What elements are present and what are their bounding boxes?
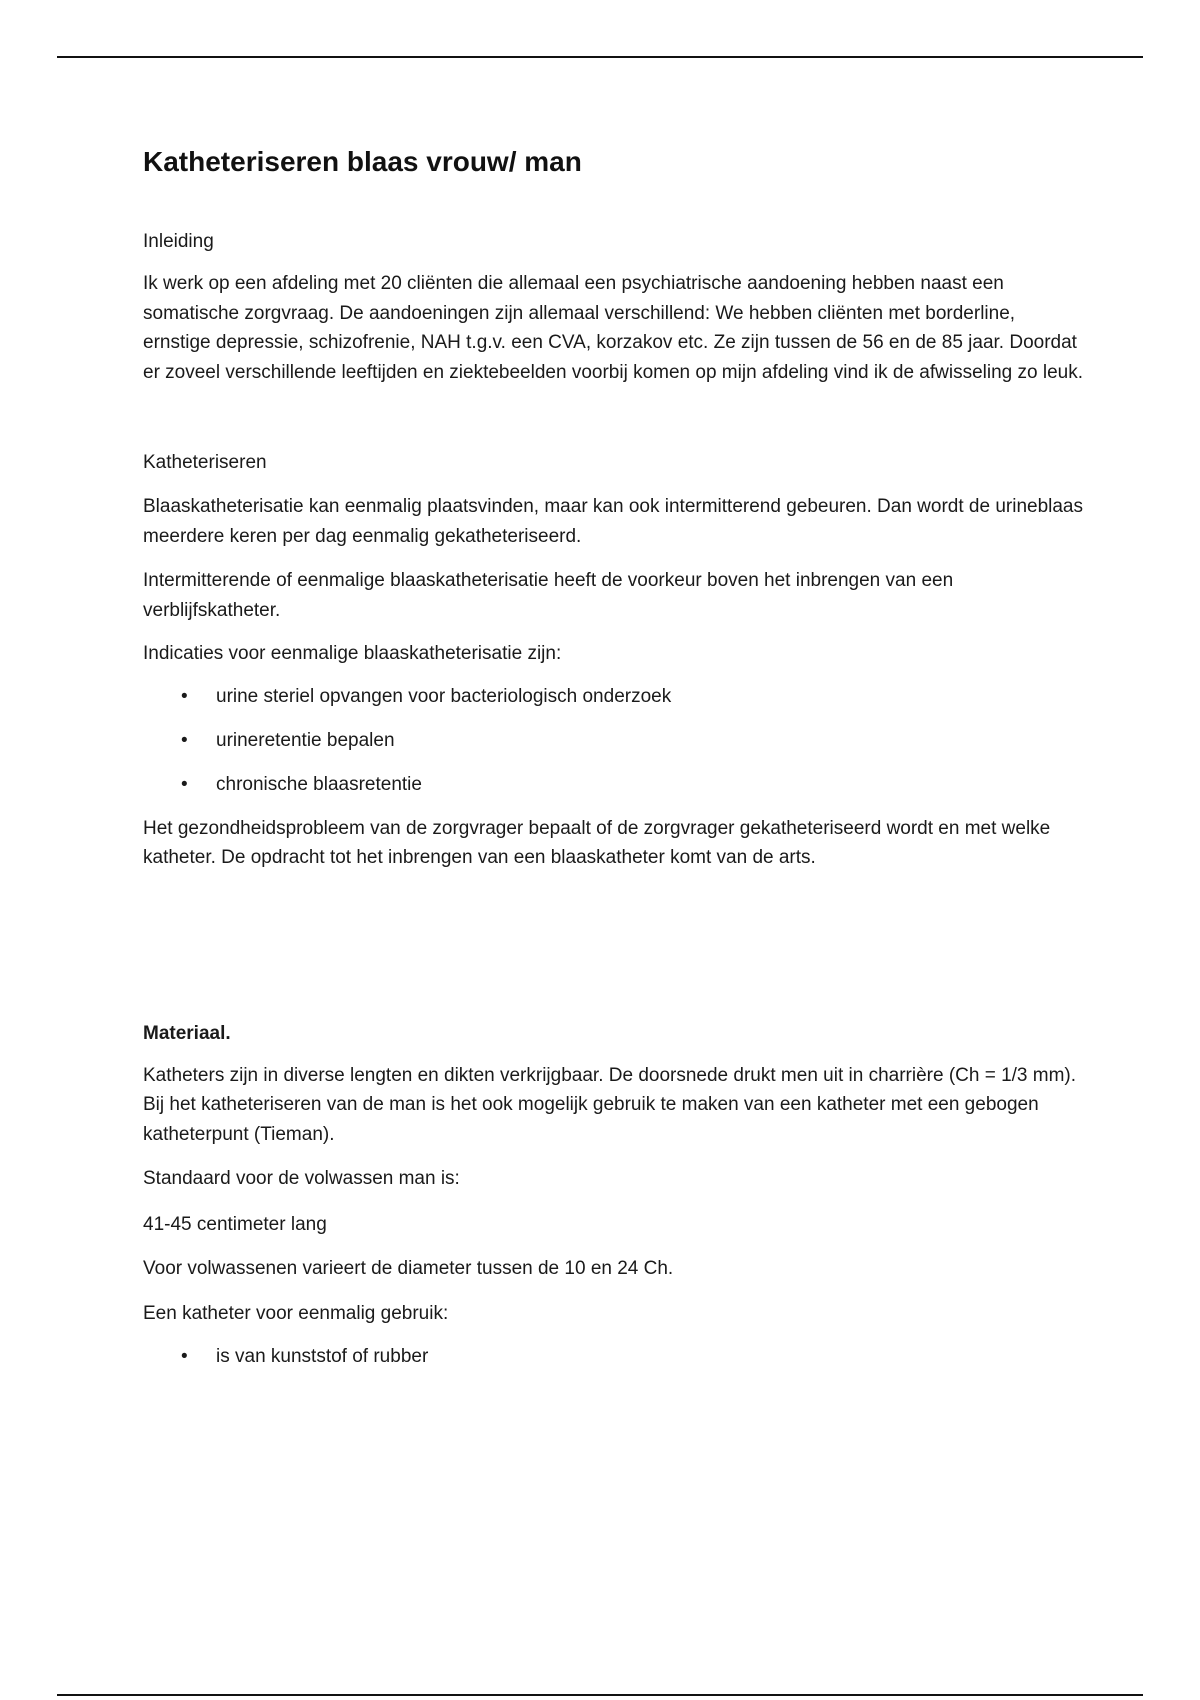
material-list <box>143 1343 1083 1371</box>
document-page <box>143 142 1083 1371</box>
materiaal-paragraph-1: Katheters zijn in diverse lengten en dikten verkrijgbaar. De doorsnede drukt men uit in charrière (Ch = 1/3 mm). Bij het katheteriseren van de man is het ook mogelijk gebruik te maken van een katheter met een gebogen katheterpunt (Tieman). <box>143 1064 1077 1145</box>
materiaal-paragraph-4: Voor volwassenen varieert de diameter tussen de 10 en 24 Ch. <box>143 1258 674 1279</box>
bottom-rule <box>57 1694 1143 1696</box>
katheteriseren-paragraph-1: Blaaskatheterisatie kan eenmalig plaatsvinden, maar kan ook intermitterend gebeuren. Dan wordt de urineblaas meerdere keren per dag eenmalig gekatheteriseerd. <box>143 496 1083 547</box>
materiaal-paragraph-2: Standaard voor de volwassen man is: <box>143 1168 460 1189</box>
materiaal-paragraph-3: 41-45 centimeter lang <box>143 1213 327 1235</box>
bullet-icon: • <box>181 1346 188 1367</box>
section-heading-materiaal: Materiaal. <box>143 1022 231 1044</box>
inleiding-paragraph: Ik werk op een afdeling met 20 cliënten die allemaal een psychiatrische aandoening hebben naast een somatische zorgvraag. De aandoeningen zijn allemaal verschillend: We hebben cliënten met borderline, ernstige depressie, schizofrenie, NAH t.g.v. een CVA, korzakov etc. Ze zijn tussen de 56 en de 85 jaar. Doordat er zoveel verschillende leeftijden en ziektebeelden voorbij komen op mijn afdeling vind ik de afwisseling zo leuk. <box>143 273 1083 383</box>
katheteriseren-paragraph-3: Indicaties voor eenmalige blaaskatheterisatie zijn: <box>143 643 562 664</box>
bullet-icon: • <box>181 729 188 751</box>
list-item: • is van kunststof of rubber <box>143 1343 1083 1371</box>
list-item: • urineretentie bepalen <box>143 727 1083 755</box>
katheteriseren-paragraph-4: Het gezondheidsprobleem van de zorgvrager bepaalt of de zorgvrager gekatheteriseerd wordt en met welke katheter. De opdracht tot het inbrengen van een blaaskatheter komt van de arts. <box>143 817 1051 868</box>
bullet-icon: • <box>181 685 188 707</box>
materiaal-paragraph-5: Een katheter voor eenmalig gebruik: <box>143 1302 449 1324</box>
section-heading-inleiding: Inleiding <box>143 231 214 252</box>
indications-list <box>143 683 1083 799</box>
katheteriseren-paragraph-2: Intermitterende of eenmalige blaaskatheterisatie heeft de voorkeur boven het inbrengen van een verblijfskatheter. <box>143 570 954 621</box>
top-rule <box>57 56 1143 58</box>
bullet-icon: • <box>181 773 188 795</box>
list-item: • chronische blaasretentie <box>143 771 1083 799</box>
document-title: Katheteriseren blaas vrouw/ man <box>143 146 582 177</box>
section-heading-katheteriseren: Katheteriseren <box>143 452 267 473</box>
list-item: • urine steriel opvangen voor bacteriologisch onderzoek <box>143 683 1083 711</box>
